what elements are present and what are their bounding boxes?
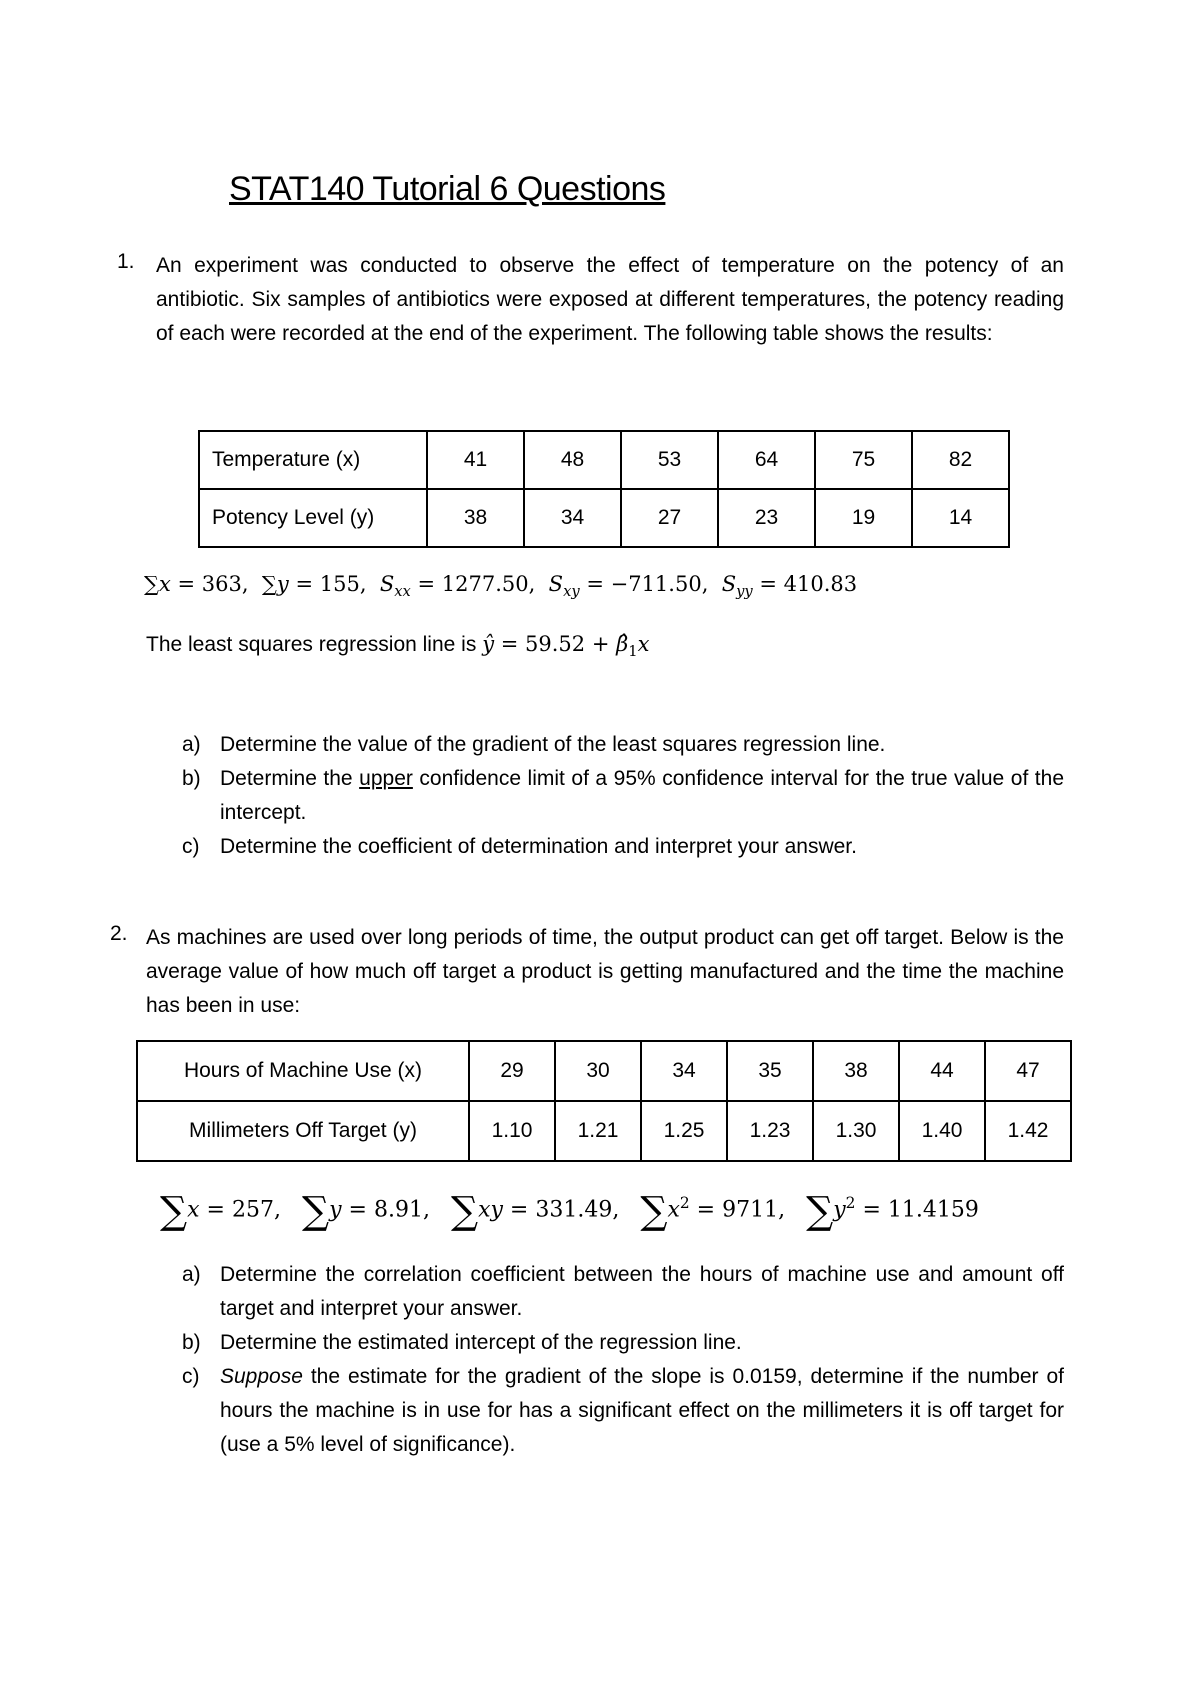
question-2-parts <box>182 1258 1064 1462</box>
temperature-potency-table <box>198 430 1010 548</box>
table-cell: 30 <box>555 1041 641 1101</box>
list-item: c) Determine the coefficient of determination and interpret your answer. <box>182 835 857 858</box>
table-row <box>137 1041 1071 1101</box>
row-label: Millimeters Off Target (y) <box>137 1101 469 1161</box>
table-cell: 1.25 <box>641 1101 727 1161</box>
table-cell: 75 <box>815 431 912 489</box>
table-cell: 29 <box>469 1041 555 1101</box>
table-cell: 38 <box>813 1041 899 1101</box>
table-row <box>199 489 1009 547</box>
table-cell: 34 <box>641 1041 727 1101</box>
list-item: a) Determine the correlation coefficient between the hours of machine use and amount off target and interpret your answer. <box>182 1263 1064 1320</box>
question-1-text: An experiment was conducted to observe the effect of temperature on the potency of an antibiotic. Six samples of antibiotics were exposed at different temperatures, the potency reading of each were recorded at the end of the experiment. The following table shows the results: <box>156 254 1064 345</box>
question-2-number: 2. <box>110 922 128 945</box>
question-1-number: 1. <box>117 250 135 273</box>
table-cell: 1.23 <box>727 1101 813 1161</box>
row-label: Hours of Machine Use (x) <box>137 1041 469 1101</box>
row-label: Potency Level (y) <box>199 489 427 547</box>
table-row <box>137 1101 1071 1161</box>
question-1-parts <box>182 728 1064 864</box>
table-cell: 47 <box>985 1041 1071 1101</box>
table-cell: 1.40 <box>899 1101 985 1161</box>
question-2-text: As machines are used over long periods of time, the output product can get off target. Below is the average value of how much off target a product is getting manufactured and the time the machine has been in use: <box>146 926 1064 1017</box>
table-cell: 41 <box>427 431 524 489</box>
table-cell: 82 <box>912 431 1009 489</box>
list-item: b) Determine the upper confidence limit of a 95% confidence interval for the true value of the intercept. <box>182 767 1065 824</box>
table-cell: 1.30 <box>813 1101 899 1161</box>
table-row <box>199 431 1009 489</box>
table-cell: 44 <box>899 1041 985 1101</box>
table-cell: 35 <box>727 1041 813 1101</box>
table-cell: 38 <box>427 489 524 547</box>
page-title: STAT140 Tutorial 6 Questions <box>229 170 666 208</box>
table-cell: 27 <box>621 489 718 547</box>
machine-use-table <box>136 1040 1072 1162</box>
table-cell: 19 <box>815 489 912 547</box>
regression-line-statement: The least squares regression line is ŷ = $59.52 + \betâ_1x$ <box>146 632 650 661</box>
list-item: a) Determine the value of the gradient of the least squares regression line. <box>182 733 886 756</box>
question-1-summary-stats: ∑x = 363, ∑y = 155, $S_{xx} = 1277.50$, $S_{xy} = -711.50$, $S_{yy} = 410.83$ <box>144 572 858 601</box>
list-item: b) Determine the estimated intercept of the regression line. <box>182 1331 742 1354</box>
row-label: Temperature (x) <box>199 431 427 489</box>
list-item: c) Suppose the estimate for the gradient of the slope is 0.0159, determine if the number of hours the machine is in use for has a significant effect on the millimeters it is off target for (use a 5% level of significance). <box>182 1365 1064 1456</box>
table-cell: 64 <box>718 431 815 489</box>
table-cell: 14 <box>912 489 1009 547</box>
table-cell: 1.10 <box>469 1101 555 1161</box>
table-cell: 53 <box>621 431 718 489</box>
table-cell: 34 <box>524 489 621 547</box>
table-cell: 48 <box>524 431 621 489</box>
table-cell: 1.42 <box>985 1101 1071 1161</box>
question-2-summary-stats: ∑x = 257, ∑y = 8.91, ∑xy = 331.49, $\sum x^2 = 9711$, $\sum y^2 = 11.4159$ <box>160 1188 979 1233</box>
table-cell: 23 <box>718 489 815 547</box>
table-cell: 1.21 <box>555 1101 641 1161</box>
